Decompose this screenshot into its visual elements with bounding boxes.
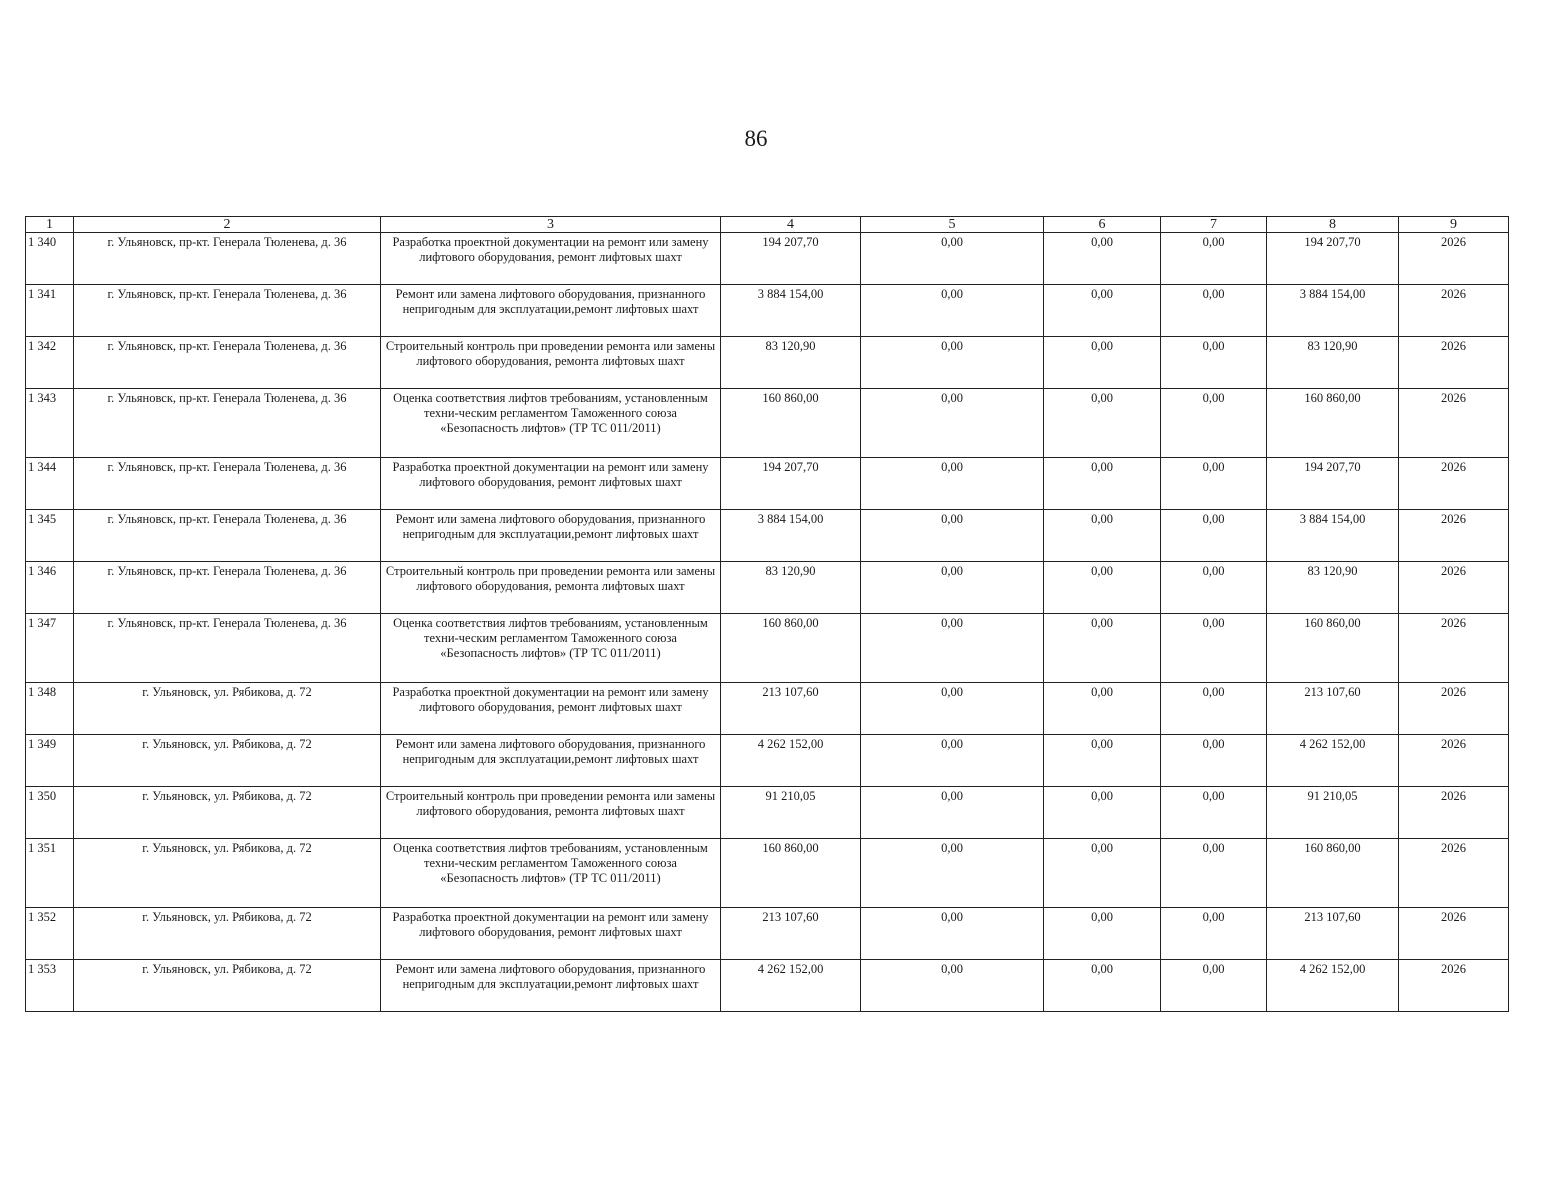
amount-cell-5: 0,00 [861,562,1044,614]
table-row [26,614,1509,683]
row-number: 1 350 [26,787,74,839]
table-row [26,285,1509,337]
amount-cell-4: 213 107,60 [721,908,861,960]
amount-cell-8: 213 107,60 [1267,908,1399,960]
amount-cell-6: 0,00 [1044,960,1161,1012]
page-number: 86 [744,126,768,151]
row-number: 1 340 [26,233,74,285]
amount-cell-5: 0,00 [861,839,1044,908]
work-description-cell: Оценка соответствия лифтов требованиям, установленным техни-ческим регламентом Таможенного союза «Безопасность лифтов» (ТР ТС 011/2011) [381,389,721,458]
amount-cell-5: 0,00 [861,735,1044,787]
amount-cell-4: 194 207,70 [721,233,861,285]
row-number: 1 346 [26,562,74,614]
address-cell: г. Ульяновск, пр-кт. Генерала Тюленева, д. 36 [74,510,381,562]
work-description-cell: Ремонт или замена лифтового оборудования, признанного непригодным для эксплуатации,ремонт лифтовых шахт [381,285,721,337]
work-description-cell: Ремонт или замена лифтового оборудования, признанного непригодным для эксплуатации,ремонт лифтовых шахт [381,960,721,1012]
amount-cell-5: 0,00 [861,233,1044,285]
address-cell: г. Ульяновск, ул. Рябикова, д. 72 [74,735,381,787]
amount-cell-8: 91 210,05 [1267,787,1399,839]
amount-cell-7: 0,00 [1161,787,1267,839]
table-row [26,233,1509,285]
amount-cell-7: 0,00 [1161,960,1267,1012]
year-cell: 2026 [1399,458,1509,510]
amount-cell-6: 0,00 [1044,683,1161,735]
amount-cell-5: 0,00 [861,337,1044,389]
year-cell: 2026 [1399,908,1509,960]
work-description-cell: Разработка проектной документации на ремонт или замену лифтового оборудования, ремонт лифтовых шахт [381,233,721,285]
amount-cell-6: 0,00 [1044,839,1161,908]
amount-cell-5: 0,00 [861,908,1044,960]
address-cell: г. Ульяновск, ул. Рябикова, д. 72 [74,787,381,839]
amount-cell-4: 83 120,90 [721,337,861,389]
amount-cell-8: 83 120,90 [1267,562,1399,614]
amount-cell-5: 0,00 [861,285,1044,337]
work-description-cell: Строительный контроль при проведении ремонта или замены лифтового оборудования, ремонта лифтовых шахт [381,562,721,614]
row-number: 1 347 [26,614,74,683]
address-cell: г. Ульяновск, ул. Рябикова, д. 72 [74,683,381,735]
amount-cell-4: 213 107,60 [721,683,861,735]
amount-cell-8: 194 207,70 [1267,458,1399,510]
row-number: 1 344 [26,458,74,510]
amount-cell-4: 194 207,70 [721,458,861,510]
amount-cell-5: 0,00 [861,960,1044,1012]
work-description-cell: Ремонт или замена лифтового оборудования, признанного непригодным для эксплуатации,ремонт лифтовых шахт [381,735,721,787]
amount-cell-5: 0,00 [861,614,1044,683]
amount-cell-6: 0,00 [1044,787,1161,839]
row-number: 1 342 [26,337,74,389]
amount-cell-8: 213 107,60 [1267,683,1399,735]
address-cell: г. Ульяновск, ул. Рябикова, д. 72 [74,839,381,908]
amount-cell-7: 0,00 [1161,562,1267,614]
amount-cell-7: 0,00 [1161,337,1267,389]
amount-cell-6: 0,00 [1044,285,1161,337]
address-cell: г. Ульяновск, пр-кт. Генерала Тюленева, д. 36 [74,458,381,510]
address-cell: г. Ульяновск, ул. Рябикова, д. 72 [74,960,381,1012]
amount-cell-7: 0,00 [1161,683,1267,735]
amount-cell-4: 3 884 154,00 [721,285,861,337]
amount-cell-5: 0,00 [861,787,1044,839]
column-header: 2 [74,217,381,233]
table-row [26,337,1509,389]
amount-cell-6: 0,00 [1044,735,1161,787]
amount-cell-4: 160 860,00 [721,614,861,683]
amount-cell-6: 0,00 [1044,458,1161,510]
column-header: 4 [721,217,861,233]
column-header: 5 [861,217,1044,233]
year-cell: 2026 [1399,683,1509,735]
year-cell: 2026 [1399,735,1509,787]
amount-cell-7: 0,00 [1161,458,1267,510]
amount-cell-7: 0,00 [1161,735,1267,787]
column-header: 3 [381,217,721,233]
table-row [26,389,1509,458]
row-number: 1 345 [26,510,74,562]
amount-cell-5: 0,00 [861,510,1044,562]
work-description-cell: Ремонт или замена лифтового оборудования, признанного непригодным для эксплуатации,ремонт лифтовых шахт [381,510,721,562]
amount-cell-8: 160 860,00 [1267,614,1399,683]
work-description-cell: Строительный контроль при проведении ремонта или замены лифтового оборудования, ремонта лифтовых шахт [381,337,721,389]
column-header: 6 [1044,217,1161,233]
amount-cell-5: 0,00 [861,683,1044,735]
work-description-cell: Оценка соответствия лифтов требованиям, установленным техни-ческим регламентом Таможенного союза «Безопасность лифтов» (ТР ТС 011/2011) [381,614,721,683]
amount-cell-8: 3 884 154,00 [1267,285,1399,337]
year-cell: 2026 [1399,562,1509,614]
amount-cell-4: 4 262 152,00 [721,735,861,787]
amount-cell-7: 0,00 [1161,389,1267,458]
table-row [26,683,1509,735]
year-cell: 2026 [1399,337,1509,389]
year-cell: 2026 [1399,614,1509,683]
amount-cell-8: 160 860,00 [1267,839,1399,908]
amount-cell-5: 0,00 [861,389,1044,458]
works-table [25,216,1509,1012]
address-cell: г. Ульяновск, пр-кт. Генерала Тюленева, д. 36 [74,562,381,614]
row-number: 1 353 [26,960,74,1012]
amount-cell-4: 83 120,90 [721,562,861,614]
table-row [26,839,1509,908]
table-row [26,562,1509,614]
amount-cell-7: 0,00 [1161,908,1267,960]
year-cell: 2026 [1399,510,1509,562]
table-row [26,458,1509,510]
table-row [26,787,1509,839]
amount-cell-7: 0,00 [1161,285,1267,337]
work-description-cell: Разработка проектной документации на ремонт или замену лифтового оборудования, ремонт лифтовых шахт [381,458,721,510]
year-cell: 2026 [1399,960,1509,1012]
work-description-cell: Разработка проектной документации на ремонт или замену лифтового оборудования, ремонт лифтовых шахт [381,908,721,960]
work-description-cell: Разработка проектной документации на ремонт или замену лифтового оборудования, ремонт лифтовых шахт [381,683,721,735]
table-row [26,735,1509,787]
column-header: 9 [1399,217,1509,233]
column-header: 8 [1267,217,1399,233]
row-number: 1 341 [26,285,74,337]
amount-cell-6: 0,00 [1044,389,1161,458]
amount-cell-8: 3 884 154,00 [1267,510,1399,562]
row-number: 1 351 [26,839,74,908]
row-number: 1 348 [26,683,74,735]
column-number-row [26,217,1509,233]
amount-cell-8: 4 262 152,00 [1267,960,1399,1012]
column-header: 1 [26,217,74,233]
row-number: 1 343 [26,389,74,458]
address-cell: г. Ульяновск, ул. Рябикова, д. 72 [74,908,381,960]
table-row [26,908,1509,960]
row-number: 1 352 [26,908,74,960]
amount-cell-4: 160 860,00 [721,839,861,908]
work-description-cell: Строительный контроль при проведении ремонта или замены лифтового оборудования, ремонта лифтовых шахт [381,787,721,839]
work-description-cell: Оценка соответствия лифтов требованиям, установленным техни-ческим регламентом Таможенного союза «Безопасность лифтов» (ТР ТС 011/2011) [381,839,721,908]
year-cell: 2026 [1399,285,1509,337]
address-cell: г. Ульяновск, пр-кт. Генерала Тюленева, д. 36 [74,233,381,285]
amount-cell-6: 0,00 [1044,337,1161,389]
amount-cell-8: 4 262 152,00 [1267,735,1399,787]
amount-cell-4: 160 860,00 [721,389,861,458]
year-cell: 2026 [1399,839,1509,908]
amount-cell-6: 0,00 [1044,562,1161,614]
amount-cell-6: 0,00 [1044,510,1161,562]
amount-cell-7: 0,00 [1161,839,1267,908]
amount-cell-6: 0,00 [1044,233,1161,285]
year-cell: 2026 [1399,389,1509,458]
row-number: 1 349 [26,735,74,787]
address-cell: г. Ульяновск, пр-кт. Генерала Тюленева, д. 36 [74,614,381,683]
table-row [26,960,1509,1012]
amount-cell-4: 3 884 154,00 [721,510,861,562]
amount-cell-8: 194 207,70 [1267,233,1399,285]
address-cell: г. Ульяновск, пр-кт. Генерала Тюленева, д. 36 [74,389,381,458]
column-header: 7 [1161,217,1267,233]
amount-cell-6: 0,00 [1044,614,1161,683]
amount-cell-8: 160 860,00 [1267,389,1399,458]
address-cell: г. Ульяновск, пр-кт. Генерала Тюленева, д. 36 [74,285,381,337]
amount-cell-5: 0,00 [861,458,1044,510]
amount-cell-4: 91 210,05 [721,787,861,839]
table-row [26,510,1509,562]
amount-cell-7: 0,00 [1161,510,1267,562]
amount-cell-7: 0,00 [1161,614,1267,683]
amount-cell-4: 4 262 152,00 [721,960,861,1012]
amount-cell-7: 0,00 [1161,233,1267,285]
year-cell: 2026 [1399,233,1509,285]
amount-cell-6: 0,00 [1044,908,1161,960]
address-cell: г. Ульяновск, пр-кт. Генерала Тюленева, д. 36 [74,337,381,389]
year-cell: 2026 [1399,787,1509,839]
amount-cell-8: 83 120,90 [1267,337,1399,389]
